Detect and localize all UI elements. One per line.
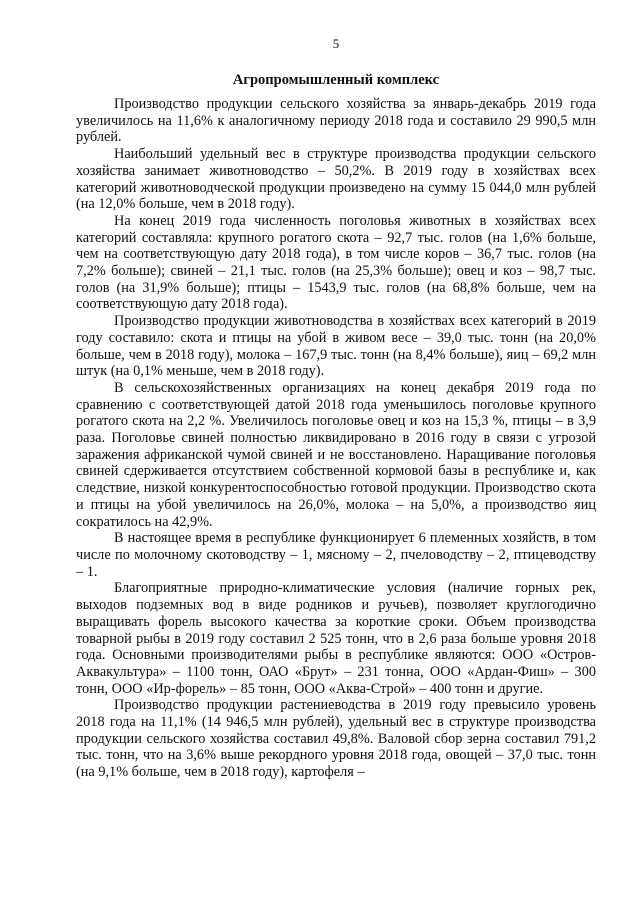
paragraph-8: Производство продукции растениеводства в 2019 году превысило уровень 2018 года на 11,1% (14 946,5 млн рублей), удельный вес в структуре производства продукции сельского хозяйства составил 49,8%. Валовой сбор зерна составил 791,2 тыс. тонн, что на 3,6% выше рекордного уровня 2018 года, овощей – 37,0 тыс. тонн (на 9,1% больше, чем в 2018 году), картофеля – [76,697,596,781]
paragraph-6: В настоящее время в республике функционирует 6 племенных хозяйств, в том числе по молочному скотоводству – 1, мясному – 2, пчеловодству – 2, птицеводству – 1. [76,530,596,580]
paragraph-3: На конец 2019 года численность поголовья животных в хозяйствах всех категорий составляла: крупного рогатого скота – 92,7 тыс. голов (на 1,6% больше, чем на соответствующую дату 2018 года), в том числе коров – 36,7 тыс. голов (на 7,2% больше); свиней – 21,1 тыс. голов (на 25,3% больше); овец и коз – 98,7 тыс. голов (на 31,9% больше); птицы – 1543,9 тыс. голов (на 68,8% больше, чем на соответствующую дату 2018 года). [76,212,596,313]
paragraph-1: Производство продукции сельского хозяйства за январь-декабрь 2019 года увеличилось на 11,6% к аналогичному периоду 2018 года и составило 29 990,5 млн рублей. [76,96,596,146]
paragraph-4: Производство продукции животноводства в хозяйствах всех категорий в 2019 году составило: скота и птицы на убой в живом весе – 39,0 тыс. тонн (на 20,0% больше, чем в 2018 году), молока – 167,9 тыс. тонн (на 8,4% больше), яиц – 69,2 млн штук (на 0,1% меньше, чем в 2018 году). [76,313,596,380]
paragraph-7: Благоприятные природно-климатические условия (наличие горных рек, выходов подземных вод в виде родников и ручьев), позволяет круглогодично выращивать форель высокого качества за короткие сроки. Объем производства товарной рыбы в 2019 году составил 2 525 тонн, что в 2,6 раза больше уровня 2018 года. Основными производителями рыбы в республике являются: ООО «Остров-Аквакультура» – 1100 тонн, ОАО «Брут» – 231 тонна, ООО «Ардан-Фиш» – 300 тонн, ООО «Ир-форель» – 85 тонн, ООО «Аква-Строй» – 400 тонн и другие. [76,580,596,697]
paragraph-5: В сельскохозяйственных организациях на конец декабря 2019 года по сравнению с соответствующей датой 2018 года уменьшилось поголовье крупного рогатого скота на 2,2 %. Увеличилось поголовье овец и коз на 15,3 %, птицы – в 3,9 раза. Поголовье свиней полностью ликвидировано в 2016 году в связи с угрозой заражения африканской чумой свиней и не восстановлено. Наращивание поголовья свиней сдерживается отсутствием собственной кормовой базы в республике и, как следствие, низкой конкурентоспособностью готовой продукции. Производство скота и птицы на убой увеличилось на 26,0%, молока – на 5,0%, а производство яиц сократилось на 42,9%. [76,379,596,530]
section-heading: Агропромышленный комплекс [232,72,440,88]
page-number: 5 [332,36,340,51]
paragraph-2: Наибольший удельный вес в структуре производства продукции сельского хозяйства занимает животноводство – 50,2%. В 2019 году в хозяйствах всех категорий животноводческой продукции произведено на сумму 15 044,0 млн рублей (на 12,0% больше, чем в 2018 году). [76,146,596,213]
body-text [76,96,596,781]
